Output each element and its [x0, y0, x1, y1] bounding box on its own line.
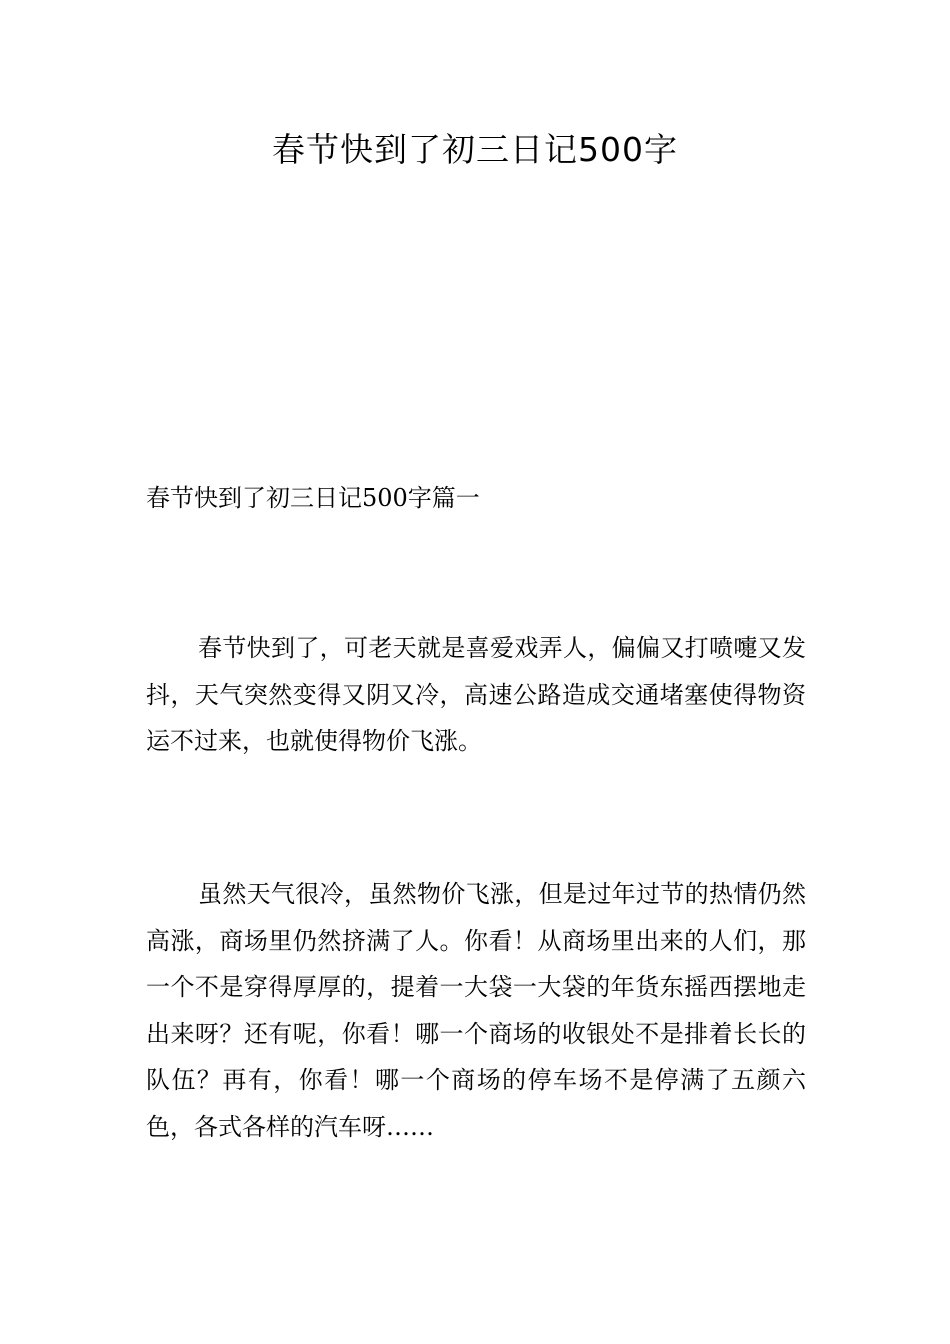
paragraph-1: 春节快到了，可老天就是喜爱戏弄人，偏偏又打喷嚏又发抖，天气突然变得又阴又冷，高速公路造成交通堵塞使得物资运不过来，也就使得物价飞涨。	[146, 634, 806, 755]
paragraph-2: 虽然天气很冷，虽然物价飞涨，但是过年过节的热情仍然高涨，商场里仍然挤满了人。你看！从商场里出来的人们，那一个不是穿得厚厚的，提着一大袋一大袋的年货东摇西摆地走出来呀？还有呢，你看！哪一个商场的收银处不是排着长长的队伍？再有，你看！哪一个商场的停车场不是停满了五颜六色，各式各样的汽车呀……	[146, 880, 806, 1141]
section-heading: 春节快到了初三日记500字篇一	[146, 484, 480, 512]
page-title: 春节快到了初三日记500字	[272, 130, 678, 169]
